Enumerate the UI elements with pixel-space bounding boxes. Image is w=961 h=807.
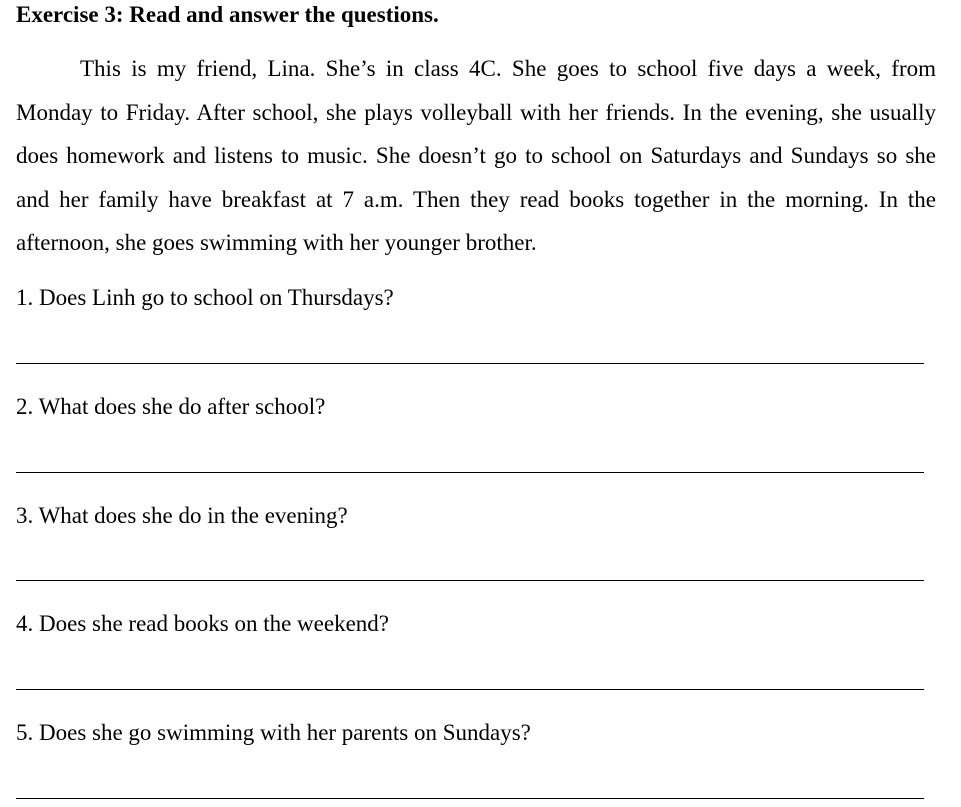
question-4: 4. Does she read books on the weekend? bbox=[16, 611, 389, 636]
exercise-title: Exercise 3: Read and answer the questions. bbox=[16, 2, 439, 27]
question-1: 1. Does Linh go to school on Thursdays? bbox=[16, 285, 394, 310]
answer-line-3[interactable] bbox=[16, 580, 924, 581]
question-2: 2. What does she do after school? bbox=[16, 394, 326, 419]
question-5: 5. Does she go swimming with her parents on Sundays? bbox=[16, 720, 531, 745]
answer-line-1[interactable] bbox=[16, 363, 924, 364]
answer-line-4[interactable] bbox=[16, 689, 924, 690]
answer-line-5[interactable] bbox=[16, 798, 924, 799]
answer-line-2[interactable] bbox=[16, 472, 924, 473]
question-3: 3. What does she do in the evening? bbox=[16, 503, 348, 528]
reading-passage: This is my friend, Lina. She’s in class 4C. She goes to school five days a week, from Monday to Friday. After school, she plays volleyball with her friends. In the evening, she usually does homework and listens to music. She doesn’t go to school on Saturdays and Sundays so she and her family have breakfast at 7 a.m. Then they read books together in the morning. In the afternoon, she goes swimming with her younger brother. bbox=[16, 56, 936, 256]
